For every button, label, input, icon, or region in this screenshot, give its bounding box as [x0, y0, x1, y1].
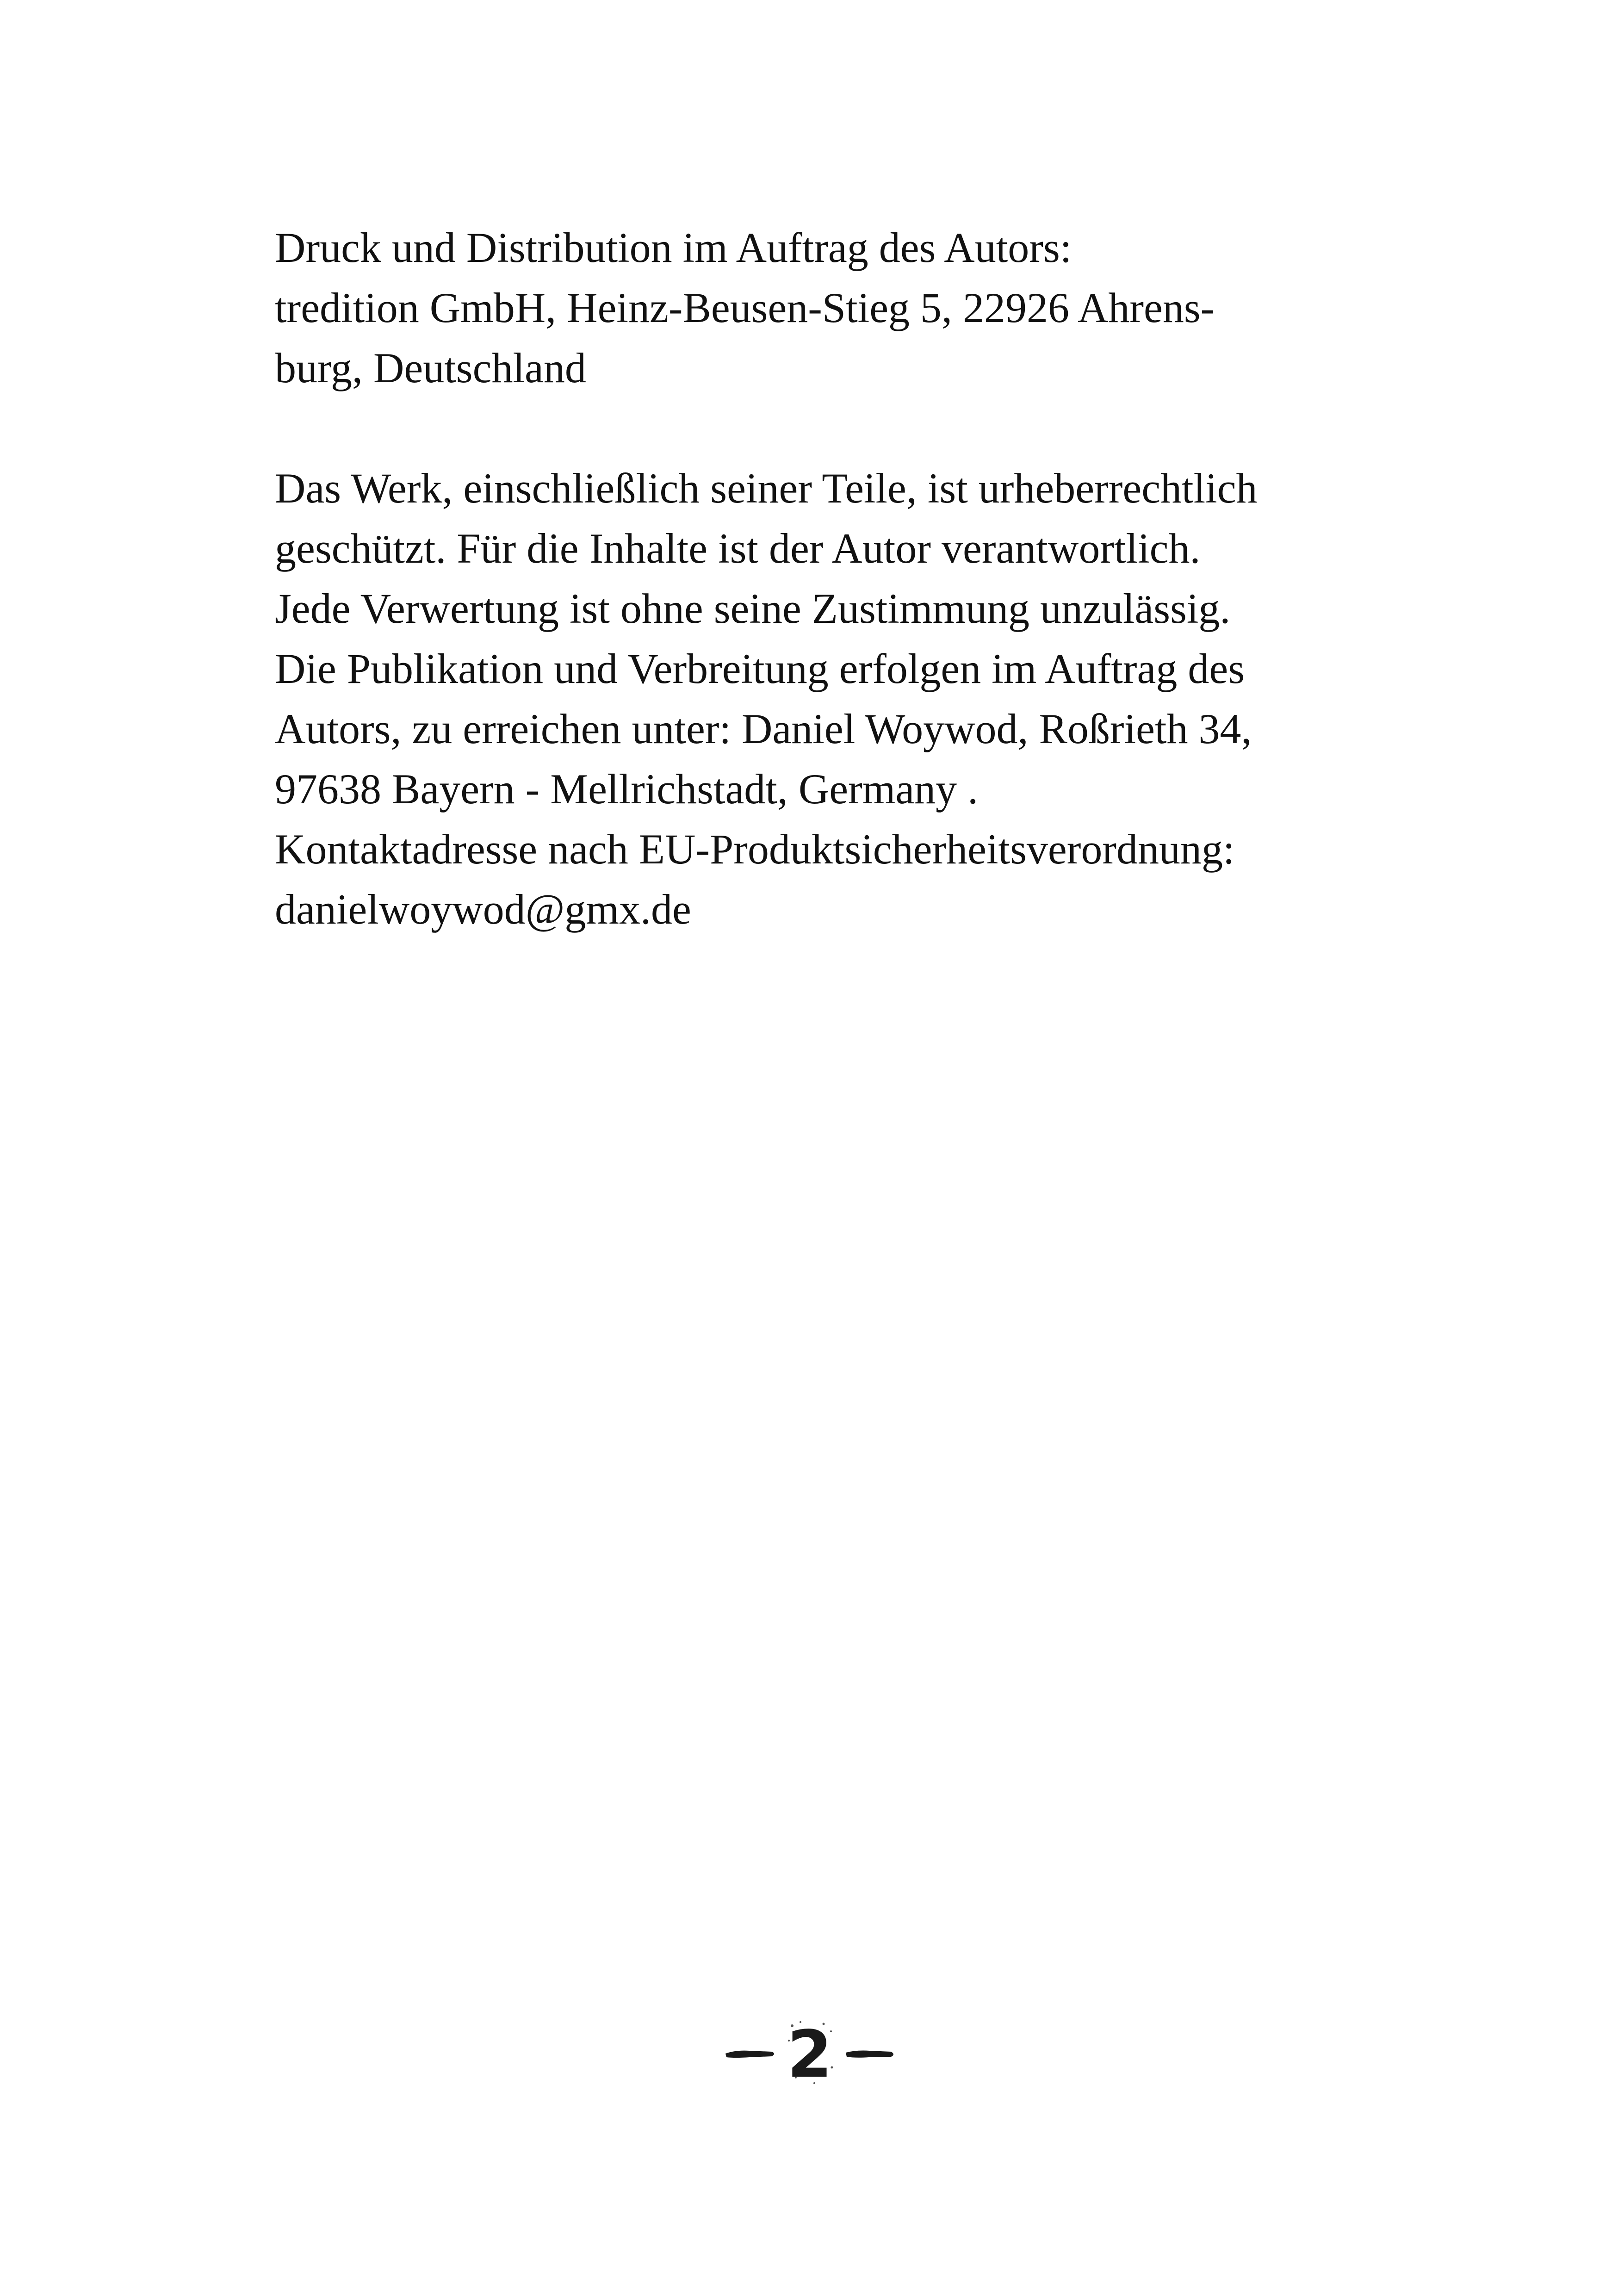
imprint-line: Druck und Distribution im Auftrag des Autors: — [275, 224, 1072, 271]
imprint-line: burg, Deutschland — [275, 344, 586, 391]
page-number — [722, 2013, 898, 2091]
page-number-text: 2 — [787, 2017, 832, 2091]
copyright-line: Die Publikation und Verbreitung erfolgen im Auftrag des — [275, 645, 1245, 692]
copyright-line: 97638 Bayern - Mellrichstadt, Germany . — [275, 765, 979, 813]
copyright-line: Das Werk, einschließlich seiner Teile, ist urheberrechtlich — [275, 465, 1258, 512]
left-dash-icon — [725, 2051, 774, 2058]
imprint-line: tredition GmbH, Heinz-Beusen-Stieg 5, 22926 Ahrens- — [275, 284, 1215, 331]
copyright-line: Jede Verwertung ist ohne seine Zustimmung unzulässig. — [275, 585, 1231, 632]
right-dash-icon — [846, 2051, 893, 2058]
copyright-line: Kontaktadresse nach EU-Produktsicherheitsverordnung: — [275, 825, 1235, 873]
imprint-paragraph — [275, 217, 1385, 398]
page-number-graphic — [722, 2013, 898, 2091]
copyright-line: Autors, zu erreichen unter: Daniel Woywod, Roßrieth 34, — [275, 705, 1252, 752]
copyright-paragraph — [275, 458, 1385, 939]
copyright-line: geschützt. Für die Inhalte ist der Autor verantwortlich. — [275, 525, 1201, 572]
contact-email: danielwoywod@gmx.de — [275, 886, 691, 933]
